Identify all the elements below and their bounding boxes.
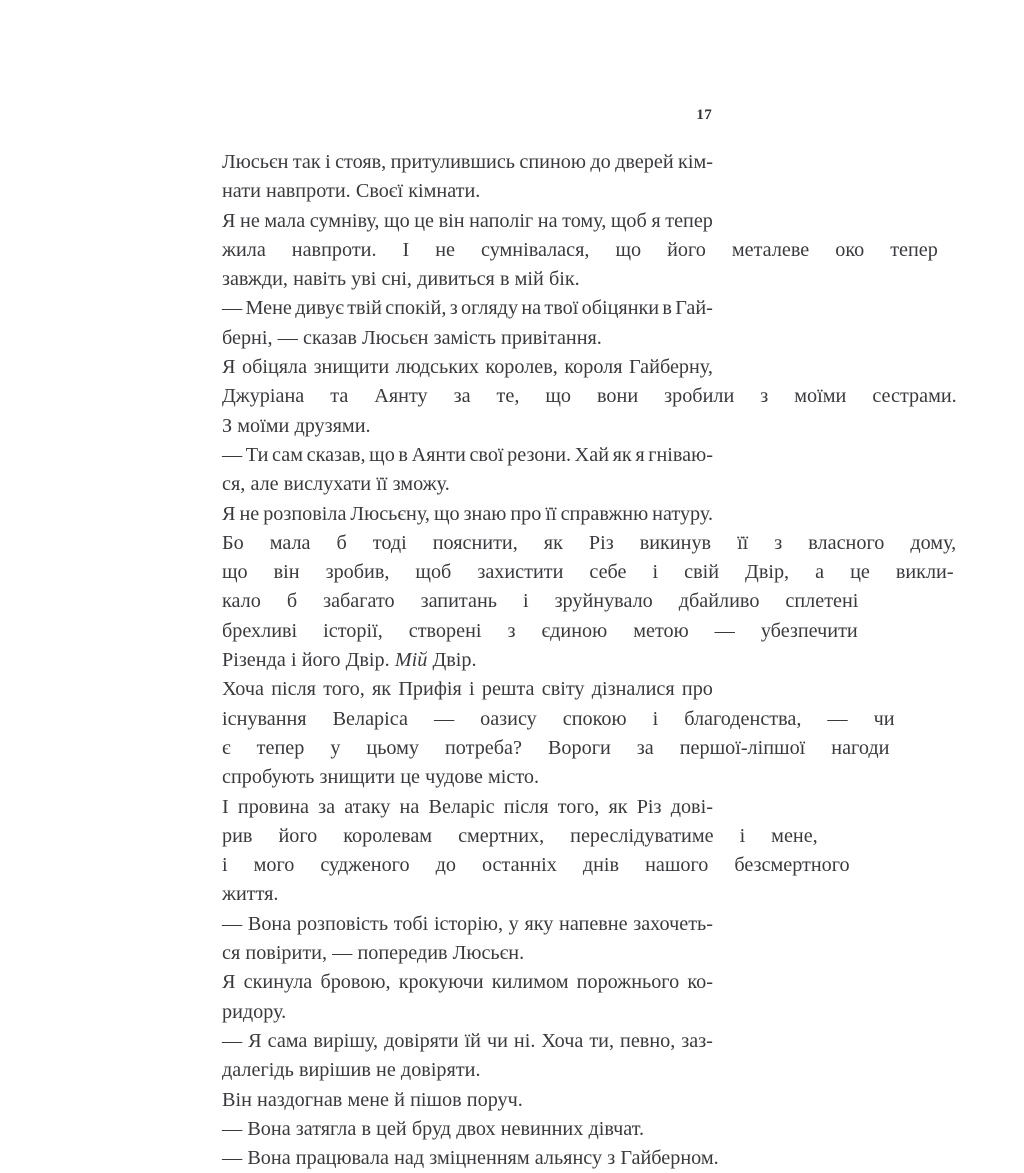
text-line: і мого судженого до останніх днів нашого безсмертного [222, 854, 850, 877]
paragraph-p12 [196, 1086, 713, 1115]
paragraph-p8 [196, 793, 850, 910]
paragraph-p13 [196, 1115, 713, 1144]
text-line: життя. [222, 883, 279, 906]
text-line: І провина за атаку на Веларіс після того, як Різ дові- [222, 795, 713, 818]
text-line: Люсьєн так і стояв, притулившись спиною до дверей кім- [222, 151, 713, 173]
text-line: — Вона працювала над зміцненням альянсу з Гайберном. [222, 1147, 719, 1170]
text-line: — Вона розповість тобі історію, у яку напевне захочеть- [222, 912, 713, 935]
page-number: 17 [696, 107, 712, 123]
paragraph-p3 [196, 294, 713, 353]
text-line: існування Веларіса — оазису спокою і благоденства, — чи [222, 707, 895, 730]
text-line: Бо мала б тоді пояснити, як Різ викинув її з власного дому, [222, 531, 957, 554]
text-line: — Я сама вирішу, довіряти їй чи ні. Хоча ти, певно, заз- [222, 1029, 713, 1052]
paragraph-p2 [196, 207, 938, 295]
text-line: є тепер у цьому потреба? Вороги за першої-ліпшої нагоди [222, 736, 890, 759]
text-line: Я скинула бровою, крокуючи килимом порожнього ко- [222, 971, 713, 994]
text-line: Він наздогнав мене й пішов поруч. [222, 1088, 523, 1111]
text-line: далегідь вирішив не довіряти. [222, 1059, 481, 1082]
body-text-block [196, 148, 957, 1173]
paragraph-p1 [196, 148, 713, 207]
text-line: Різенда і його Двір. Мій Двір. [222, 649, 477, 672]
text-line: брехливі історії, створені з єдиною метою — убезпечити [222, 619, 858, 642]
paragraph-p14 [196, 1144, 719, 1173]
text-line: — Ти сам сказав, що в Аянти свої резони. Хай як я гніваю- [222, 443, 713, 466]
paragraph-p7 [196, 675, 895, 792]
paragraph-p4 [196, 353, 957, 441]
paragraph-p9 [196, 910, 713, 969]
paragraph-p11 [196, 1027, 713, 1086]
emphasis: Мій [394, 649, 428, 672]
paragraph-p10 [196, 968, 713, 1027]
text-line: жила навпроти. І не сумнівалася, що його металеве око тепер [222, 238, 938, 261]
text-line: кало б забагато запитань і зруйнувало дбайливо сплетені [222, 590, 859, 613]
text-line: Я обіцяла знищити людських королев, короля Гайберну, [222, 356, 713, 379]
text-line: — Вона затягла в цей бруд двох невинних дівчат. [222, 1117, 645, 1140]
paragraph-p6 [196, 500, 957, 676]
text-line: спробують знищити це чудове місто. [222, 766, 540, 789]
text-line: берні, — сказав Люсьєн замість привітання. [222, 326, 602, 349]
text-line: Хоча після того, як Прифія і решта світу дізналися про [222, 678, 713, 701]
text-line: Джуріана та Аянту за те, що вони зробили з моїми сестрами. [222, 385, 957, 408]
text-line: Я не розповіла Люсьєну, що знаю про її справжню натуру. [222, 502, 713, 525]
text-line: рив його королевам смертних, переслідуватиме і мене, [222, 824, 818, 847]
text-line: Я не мала сумніву, що це він наполіг на тому, щоб я тепер [222, 209, 713, 232]
text-line: нати навпроти. Своєї кімнати. [222, 180, 481, 203]
text-line: завжди, навіть уві сні, дивиться в мій бік. [222, 268, 580, 291]
paragraph-p5 [196, 441, 713, 500]
text-line: ридору. [222, 1000, 287, 1023]
text-line: ся повірити, — попередив Люсьєн. [222, 942, 525, 965]
text-line: З моїми друзями. [222, 414, 371, 437]
text-line: — Мене дивує твій спокій, з огляду на твої обіцянки в Гай- [222, 297, 713, 320]
text-line: ся, але вислухати її зможу. [222, 473, 450, 496]
text-line: що він зробив, щоб захистити себе і свій Двір, а це викли- [222, 561, 954, 584]
